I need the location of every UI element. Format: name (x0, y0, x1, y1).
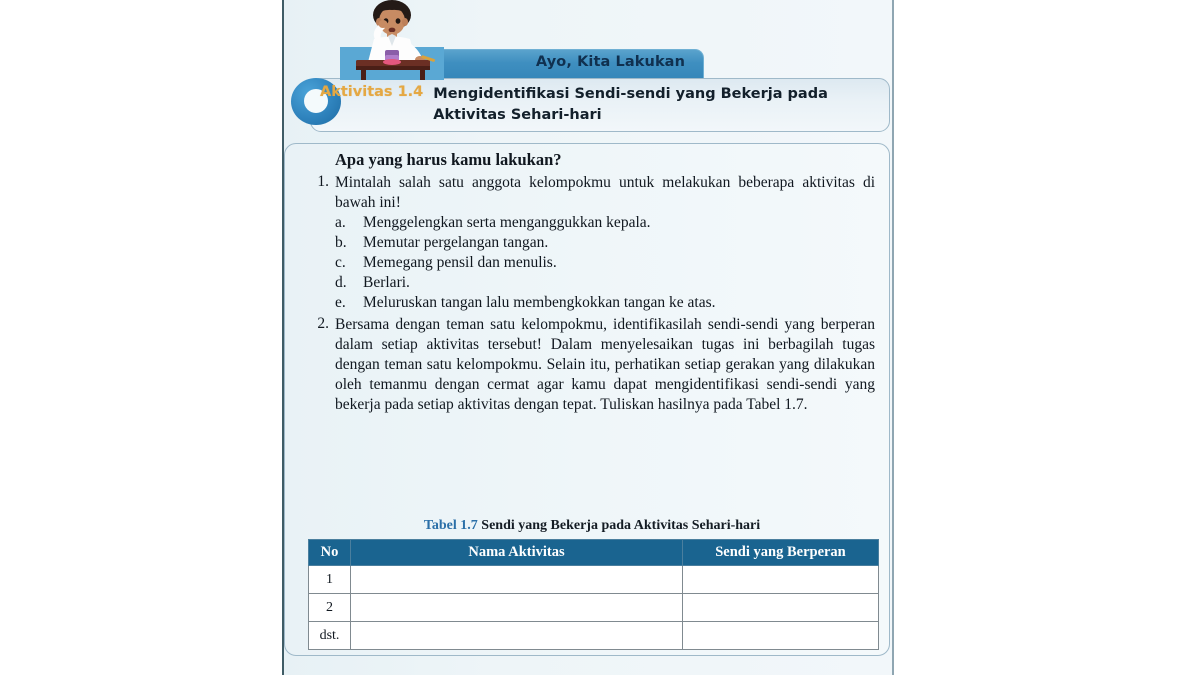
table-cell-nama-aktivitas[interactable] (351, 594, 683, 622)
list-item-number: 2. (317, 315, 329, 333)
list-item (303, 173, 875, 313)
table-header-row (309, 540, 879, 566)
activity-title-label: Mengidentifikasi Sendi-sendi yang Bekerja pada Aktivitas Sehari-hari (433, 86, 828, 124)
table-column-header-nama-aktivitas: Nama Aktivitas (351, 540, 683, 566)
sub-item-letter: a. (335, 213, 346, 231)
sub-item-letter: c. (335, 253, 346, 271)
table-caption (303, 518, 881, 534)
table-row (309, 594, 879, 622)
list-item (335, 293, 875, 313)
table-cell-nama-aktivitas[interactable] (351, 622, 683, 650)
list-item (335, 253, 875, 273)
table-row (309, 622, 879, 650)
activity-title-row (320, 84, 880, 126)
table-cell-no: 1 (309, 566, 351, 594)
list-item (335, 273, 875, 293)
activity-number-label: Aktivitas 1.4 (320, 84, 424, 100)
sub-item-text: Berlari. (363, 274, 410, 292)
sub-instruction-list (335, 213, 875, 314)
table-caption-text: Sendi yang Bekerja pada Aktivitas Sehari-hari (477, 518, 761, 533)
sub-item-text: Meluruskan tangan lalu membengkokkan tangan ke atas. (363, 294, 716, 312)
table-cell-no: dst. (309, 622, 351, 650)
table-cell-no: 2 (309, 594, 351, 622)
table-column-header-sendi-yang-berperan: Sendi yang Berperan (683, 540, 879, 566)
table-column-header-no: No (309, 540, 351, 566)
content-heading: Apa yang harus kamu lakukan? (335, 150, 562, 169)
sub-item-letter: e. (335, 294, 346, 312)
table-cell-nama-aktivitas[interactable] (351, 566, 683, 594)
sub-item-letter: d. (335, 274, 347, 292)
list-item-text: Bersama dengan teman satu kelompokmu, identifikasilah sendi-sendi yang berperan dalam setiap aktivitas tersebut! Dalam menyelesaikan tugas ini berbagilah tugas dengan teman satu kelompokmu. Selain itu, perhatikan setiap gerakan yang dilakukan oleh temanmu dengan cermat agar kamu dapat mengidentifikasi sendi-sendi yang bekerja pada setiap aktivitas dengan tepat. Tuliskan hasilnya pada Tabel 1.7. (335, 316, 875, 413)
sub-item-text: Menggelengkan serta menganggukkan kepala. (363, 213, 651, 231)
list-item-number: 1. (317, 173, 329, 190)
list-item (335, 213, 875, 233)
list-item-text: Mintalah salah satu anggota kelompokmu untuk melakukan beberapa aktivitas di bawah ini! (335, 174, 875, 211)
ayo-kita-lakukan-label: Ayo, Kita Lakukan (535, 54, 685, 70)
table-cell-sendi[interactable] (683, 594, 879, 622)
activity-table (308, 539, 879, 650)
table-cell-sendi[interactable] (683, 566, 879, 594)
table-caption-number: Tabel 1.7 (423, 518, 478, 533)
student-writing-illustration (340, 0, 444, 80)
activity-content (303, 150, 875, 416)
list-item (303, 315, 875, 414)
sub-item-text: Memegang pensil dan menulis. (363, 253, 557, 271)
table-row (309, 566, 879, 594)
table-cell-sendi[interactable] (683, 622, 879, 650)
list-item (335, 233, 875, 253)
activity-header (282, 0, 894, 140)
sub-item-letter: b. (335, 233, 347, 251)
sub-item-text: Memutar pergelangan tangan. (363, 233, 549, 251)
instruction-list (303, 173, 875, 415)
